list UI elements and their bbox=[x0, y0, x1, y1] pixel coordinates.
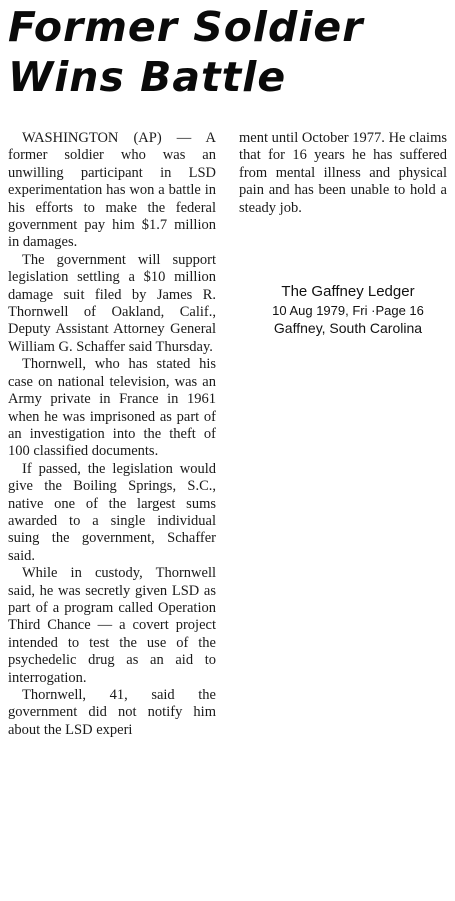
article-paragraph: WASHINGTON (AP) — A former soldier who was an unwilling participant in LSD experimentation has won a battle in his efforts to make the federal government pay him $1.7 million in damages. bbox=[8, 130, 216, 251]
source-citation bbox=[243, 282, 453, 337]
publication-place: Gaffney, South Carolina bbox=[273, 320, 423, 336]
article-paragraph: Thornwell, who has stated his case on national television, was an Army private in France in 1961 when he was imprisoned as part of an investigation into the theft of 100 classified documents. bbox=[8, 356, 216, 460]
article-paragraph: If passed, the legislation would give the Boiling Springs, S.C., native one of the largest sums awarded to a single individual suing the government, Schaffer said. bbox=[8, 460, 216, 564]
headline-line-1: Former Soldier bbox=[8, 3, 364, 51]
article-column-left bbox=[8, 130, 216, 739]
publication-date: 10 Aug 1979, Fri ·Page 16 bbox=[272, 303, 424, 318]
article-paragraph: While in custody, Thornwell said, he was secretly given LSD as part of a program called Operation Third Chance — a covert project intended to test the use of the psychedelic drug as an aid to interrogation. bbox=[8, 565, 216, 686]
article-paragraph-continued: ment until October 1977. He claims that for 16 years he has suffered from mental illness and physical pain and has been unable to hold a steady job. bbox=[239, 130, 447, 216]
article-headline bbox=[8, 2, 448, 102]
headline-line-2: Wins Battle bbox=[8, 53, 287, 101]
newspaper-name: The Gaffney Ledger bbox=[281, 283, 415, 300]
article-paragraph: Thornwell, 41, said the government did not notify him about the LSD experi bbox=[8, 687, 216, 738]
article-paragraph: The government will support legislation settling a $10 million damage suit filed by James R. Thornwell of Oakland, Calif., Deputy Assistant Attorney General William G. Schaffer said Thursday. bbox=[8, 251, 216, 355]
article-column-right bbox=[239, 130, 447, 217]
